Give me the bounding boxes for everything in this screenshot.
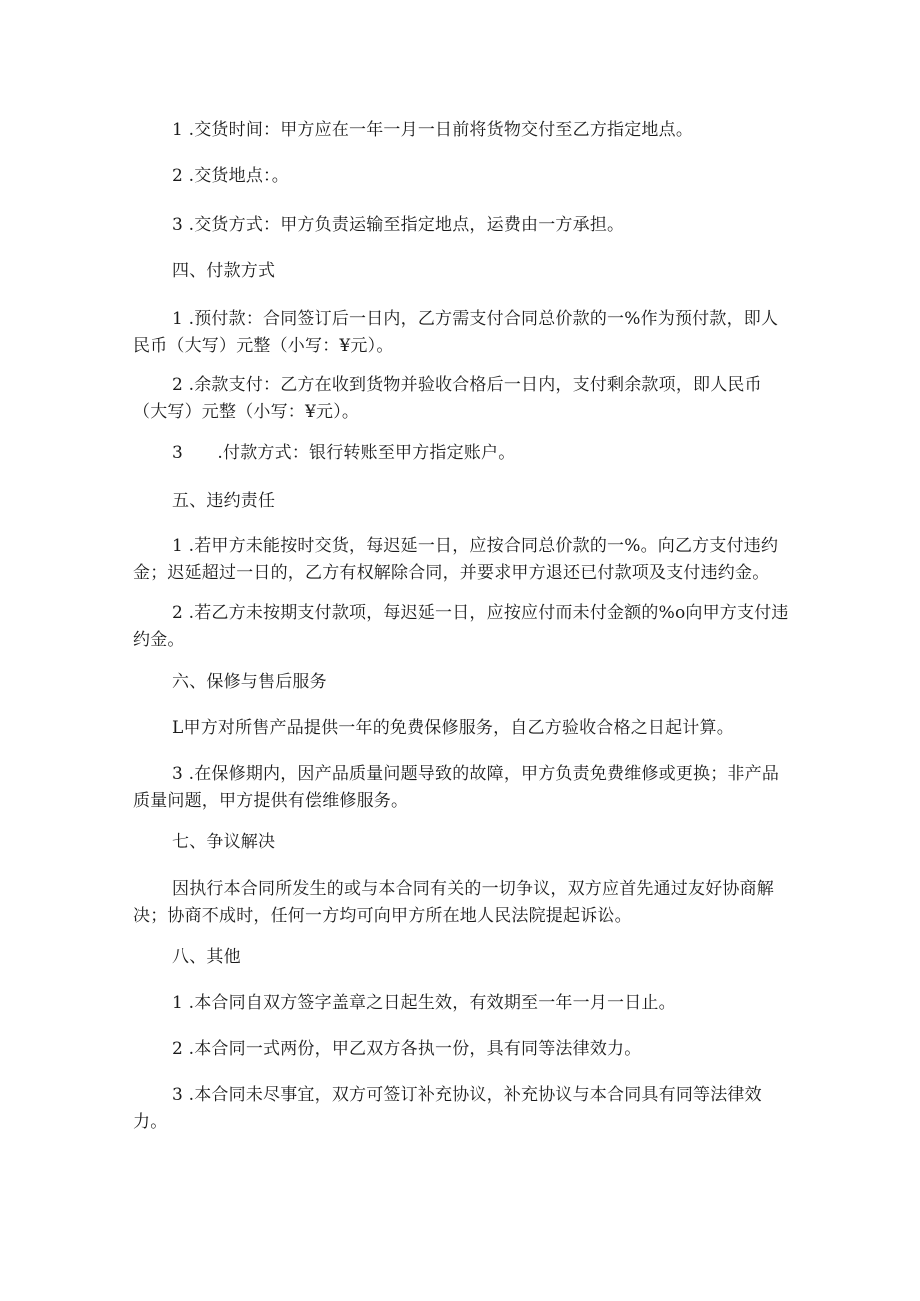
delivery-location-clause: 2 .交货地点：。 [172, 166, 289, 186]
delivery-time-clause: 1 .交货时间：甲方应在一年一月一日前将货物交付至乙方指定地点。 [172, 120, 694, 140]
repair-clause: 3 .在保修期内，因产品质量问题导致的故障，甲方负责免费维修或更换；非产品质量问题，甲方提供有偿维修服务。 [133, 764, 780, 811]
payment-method-clause: 3 .付款方式：银行转账至甲方指定账户。 [172, 443, 516, 463]
free-warranty-clause: L甲方对所售产品提供一年的免费保修服务，自乙方验收合格之日起计算。 [172, 718, 734, 738]
section-heading-payment: 四、付款方式 [172, 261, 276, 281]
effective-date-clause: 1 .本合同自双方签字盖章之日起生效，有效期至一年一月一日止。 [172, 993, 676, 1013]
section-heading-other: 八、其他 [172, 947, 241, 967]
copies-clause: 2 .本合同一式两份，甲乙双方各执一份，具有同等法律效力。 [172, 1039, 642, 1059]
seller-late-delivery-clause: 1 .若甲方未能按时交货，每迟延一日，应按合同总价款的一%。向乙方支付违约金；迟延超过一日的，乙方有权解除合同，并要求甲方退还已付款项及支付违约金。 [133, 536, 779, 583]
dispute-resolution-clause: 因执行本合同所发生的或与本合同有关的一切争议，双方应首先通过友好协商解决；协商不成时，任何一方均可向甲方所在地人民法院提起诉讼。 [133, 879, 774, 926]
buyer-late-payment-clause: 2 .若乙方未按期支付款项，每迟延一日，应按应付而未付金额的%o向甲方支付违约金。 [133, 603, 789, 650]
prepayment-clause: 1 .预付款：合同签订后一日内，乙方需支付合同总价款的一%作为预付款，即人民币（大写）元整（小写：¥元）。 [133, 309, 779, 356]
delivery-method-clause: 3 .交货方式：甲方负责运输至指定地点，运费由一方承担。 [172, 215, 625, 235]
section-heading-liability: 五、违约责任 [172, 491, 276, 511]
section-heading-disputes: 七、争议解决 [172, 832, 276, 852]
supplementary-agreement-clause: 3 .本合同未尽事宜，双方可签订补充协议，补充协议与本合同具有同等法律效力。 [133, 1085, 762, 1132]
balance-payment-clause: 2 .余款支付：乙方在收到货物并验收合格后一日内，支付剩余款项，即人民币（大写）元整（小写：¥元）。 [133, 375, 762, 422]
section-heading-warranty: 六、保修与售后服务 [172, 672, 327, 692]
